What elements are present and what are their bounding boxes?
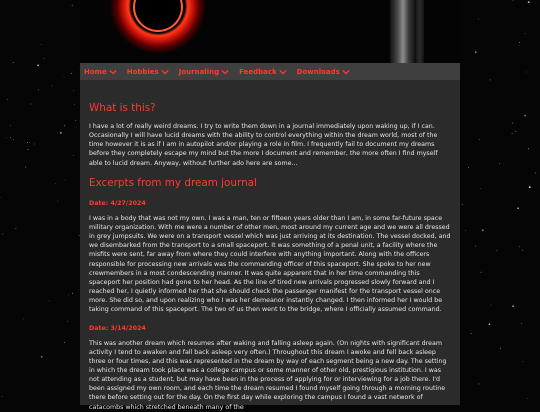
star	[2, 233, 3, 234]
entry-date: Date: 3/14/2024	[89, 324, 146, 332]
star	[2, 396, 3, 397]
star	[513, 0, 514, 1]
star	[522, 361, 523, 362]
star	[34, 144, 35, 145]
star	[64, 125, 65, 126]
star	[478, 19, 479, 20]
entry-text: This was another dream which resumes after waking and falling asleep again. (On nights with significant dream activity I tend to awaken and fall back asleep very often.) Throughout this dream I awoke and fell back asleep three or four times, and this was represented in the dream by way of each segment being a new day. The setting in which the dream took place was a college campus or some manner of other old, prestigious institution. I was not attending as a student, but may have been in the process of applying for or interviewing for a job there. I'd been assigned my own room, and each time the dream resumed I found myself going through a morning routine there before setting out for the day. On the first day while exploring the campus I found a vast network of catacombs which stretched beneath many of the	[89, 339, 447, 411]
nav-label: Hobbies	[126, 67, 159, 76]
star	[72, 5, 73, 6]
header-banner	[80, 0, 460, 63]
intro-heading: What is this?	[89, 102, 156, 114]
star	[529, 186, 531, 188]
star	[471, 333, 472, 334]
star	[512, 305, 514, 307]
star	[490, 79, 491, 80]
star	[44, 58, 45, 59]
star	[27, 142, 28, 143]
star	[528, 148, 529, 149]
star	[15, 228, 16, 229]
main-content	[80, 80, 460, 411]
star	[71, 73, 72, 74]
chevron-down-icon	[109, 69, 117, 75]
intro-paragraph: I have a lot of really weird dreams. I try to write them down in a journal immediately upon waking up, if I can. Occasionally I will have lucid dreams with the ability to control everything within the dream world, most of the time however it is as if I am in autopilot and/or playing a role in film. I frequently fail to document my dreams before they completely escape my mind but the more I document and remember, the more often I find myself able to lucid dream. Anyway, without further ado here are some...	[89, 123, 438, 167]
star	[60, 132, 62, 134]
star	[55, 183, 56, 184]
star	[482, 229, 484, 231]
star	[500, 348, 501, 349]
chevron-down-icon	[221, 69, 229, 75]
star	[75, 120, 76, 121]
nav-label: Journaling	[178, 67, 220, 76]
chevron-down-icon	[342, 69, 350, 75]
star	[0, 197, 1, 198]
star	[475, 246, 476, 247]
star	[515, 131, 516, 132]
star	[23, 318, 24, 319]
star	[475, 51, 477, 53]
star	[13, 62, 14, 63]
chevron-down-icon	[279, 69, 287, 75]
star	[489, 323, 491, 325]
star	[491, 305, 492, 306]
star	[499, 163, 500, 164]
star	[25, 167, 26, 168]
star	[462, 204, 463, 205]
star	[481, 272, 482, 273]
nav-item-downloads[interactable]	[297, 68, 350, 76]
excerpts-heading: Excerpts from my dream journal	[89, 176, 257, 189]
star	[64, 342, 65, 343]
star	[521, 323, 522, 324]
star	[465, 230, 466, 231]
star	[68, 295, 69, 296]
metal-pillar-shadow	[416, 0, 424, 63]
star	[6, 137, 7, 138]
nav-item-feedback[interactable]	[239, 68, 287, 76]
star	[57, 201, 58, 202]
star	[512, 133, 513, 134]
entry-text: I was in a body that was not my own. I was a man, ten or fifteen years older than I am, in some far-future space military organization. With me were a number of other men, most around my current age and we were all dressed in grey jumpsuits. We were on a transport vessel which was just arriving at its destination. The vessel docked, and we disembarked from the transport to a small spaceport. It was something of a penal unit, a facility where the misfits were sent, far away from where they could interfere with anything important. Along with the officers responsible for processing new arrivals was the commanding officer of this spaceport. She spoke to her new crewmembers in a most condescending manner. It was quite apparent that in her time commanding this spaceport her position had gone to her head. As the line of tired new arrivals progressed slowly forward and I reached her, I quietly informed her that she should check the passenger manifest for the transport vessel once more. She did so, and upon realizing who I was her demeanor instantly changed. I then informed her I would be taking command of this spaceport. The two of us then went to the bridge, where I officially assumed command.	[89, 214, 451, 314]
star	[528, 1, 530, 3]
metal-pillar-graphic	[390, 0, 416, 63]
page-container	[80, 0, 460, 411]
star	[496, 250, 497, 251]
nav-item-journaling[interactable]	[179, 68, 229, 76]
star	[64, 76, 65, 77]
entry-date: Date: 4/27/2024	[89, 199, 146, 207]
star	[524, 115, 526, 117]
star	[65, 179, 66, 180]
star	[517, 207, 519, 209]
star	[73, 90, 74, 91]
star	[535, 173, 536, 174]
nav-label: Downloads	[296, 67, 340, 76]
star	[30, 104, 31, 105]
star	[67, 321, 68, 322]
star	[526, 72, 527, 73]
star	[49, 300, 50, 301]
star	[52, 86, 53, 87]
star	[527, 398, 528, 399]
star	[27, 149, 28, 150]
chevron-down-icon	[161, 69, 169, 75]
nav-item-hobbies[interactable]	[127, 68, 169, 76]
star	[480, 188, 481, 189]
star	[41, 356, 43, 358]
star	[7, 99, 8, 100]
star	[478, 383, 479, 384]
nav-label: Home	[84, 67, 107, 76]
nav-label: Feedback	[239, 67, 277, 76]
star	[72, 293, 73, 294]
star	[519, 246, 520, 247]
star	[512, 123, 513, 124]
star	[73, 155, 74, 156]
star	[41, 44, 42, 45]
star	[519, 42, 520, 43]
nav-item-home[interactable]	[84, 68, 117, 76]
star	[522, 250, 523, 251]
star	[468, 167, 469, 168]
star	[13, 139, 14, 140]
star	[37, 65, 39, 67]
main-nav	[80, 63, 460, 80]
star	[479, 139, 480, 140]
star	[10, 125, 11, 126]
star	[10, 137, 11, 138]
star	[525, 33, 526, 34]
star	[38, 89, 39, 90]
star	[74, 104, 75, 105]
